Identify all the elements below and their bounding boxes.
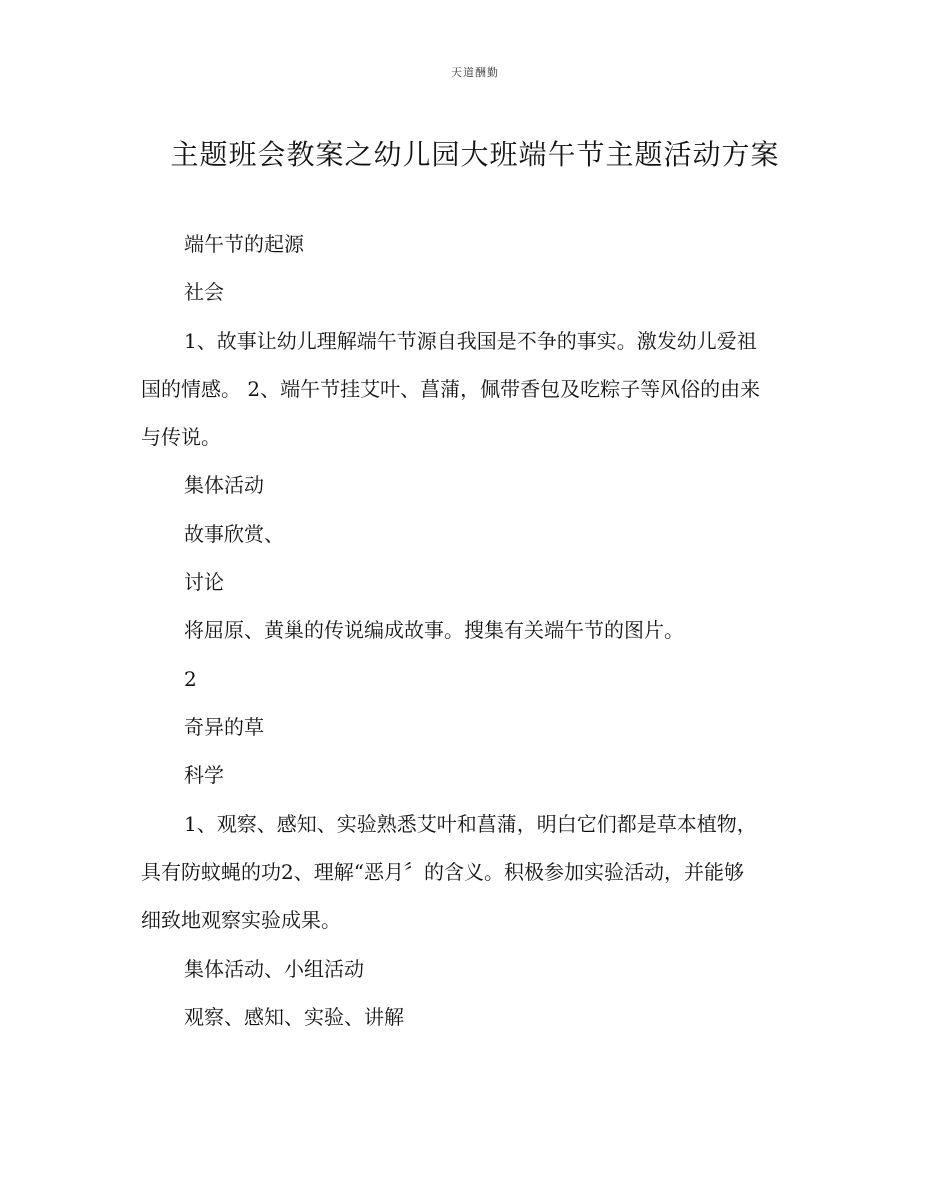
form-line-2: 集体活动、小组活动 [184, 957, 364, 981]
goal-line-6: 细致地观察实验成果。 [141, 908, 341, 932]
form-line: 集体活动 [184, 473, 264, 497]
section-number: 2 [184, 667, 197, 691]
method-line-1: 故事欣赏、 [184, 522, 284, 546]
goal-line-1: 1、故事让幼儿理解端午节源自我国是不争的事实。激发幼儿爱祖 [184, 329, 757, 353]
document-title: 主题班会教案之幼儿园大班端午节主题活动方案 [170, 138, 780, 171]
goal-line-4: 1、观察、感知、实验熟悉艾叶和菖蒲，明白它们都是草本植物， [184, 812, 757, 836]
goal-line-2: 国的情感。 2、端午节挂艾叶、菖蒲，佩带香包及吃粽子等风俗的由来 [141, 377, 761, 401]
preparation-line: 将屈原、黄巢的传说编成故事。搜集有关端午节的图片。 [184, 618, 684, 642]
goal-line-5: 具有防蚊蝇的功2、理解“恶月〞的含义。积极参加实验活动，并能够 [141, 860, 744, 884]
method-line-3: 观察、感知、实验、讲解 [184, 1005, 404, 1029]
field-line: 社会 [184, 280, 224, 304]
goal-line-3: 与传说。 [141, 425, 221, 449]
page-header: 天道酬勤 [451, 66, 499, 79]
topic-name-line: 端午节的起源 [184, 232, 304, 256]
topic-name-line-2: 奇异的草 [184, 715, 264, 739]
field-line-2: 科学 [184, 763, 224, 787]
method-line-2: 讨论 [184, 570, 224, 594]
